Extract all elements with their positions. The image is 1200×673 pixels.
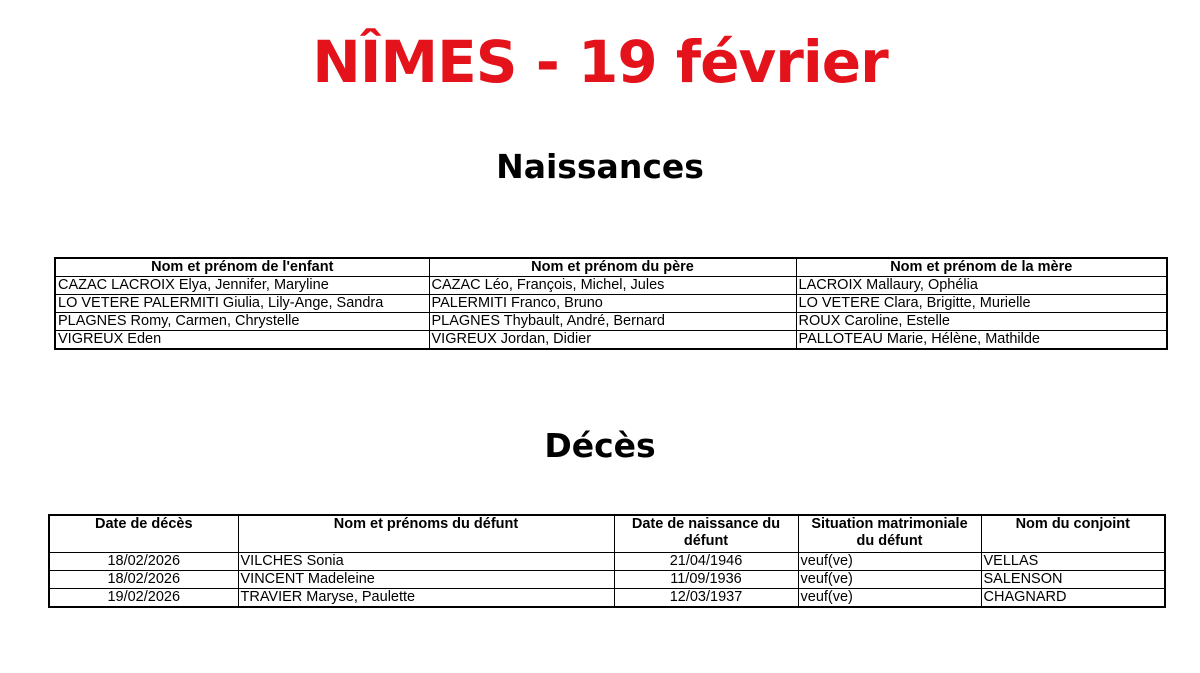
deceased-name-cell: TRAVIER Maryse, Paulette: [238, 589, 614, 608]
column-header: Date de décès: [49, 515, 238, 553]
father-name-cell: PALERMITI Franco, Bruno: [429, 295, 796, 313]
deceased-name-cell: VINCENT Madeleine: [238, 571, 614, 589]
column-header: Date de naissance du défunt: [614, 515, 798, 553]
mother-name-cell: PALLOTEAU Marie, Hélène, Mathilde: [796, 331, 1167, 350]
child-name-cell: LO VETERE PALERMITI Giulia, Lily-Ange, Sandra: [55, 295, 429, 313]
marital-status-cell: veuf(ve): [798, 571, 981, 589]
spouse-name-cell: VELLAS: [981, 553, 1165, 571]
father-name-cell: VIGREUX Jordan, Didier: [429, 331, 796, 350]
page-title: NÎMES - 19 février: [312, 28, 888, 96]
child-name-cell: CAZAC LACROIX Elya, Jennifer, Maryline: [55, 277, 429, 295]
mother-name-cell: LACROIX Mallaury, Ophélia: [796, 277, 1167, 295]
deces-table: [48, 514, 1166, 608]
table-row: [49, 571, 1165, 589]
marital-status-cell: veuf(ve): [798, 589, 981, 608]
death-date-cell: 18/02/2026: [49, 571, 238, 589]
marital-status-cell: veuf(ve): [798, 553, 981, 571]
table-header-row: [55, 258, 1167, 277]
column-header: Nom et prénoms du défunt: [238, 515, 614, 553]
father-name-cell: CAZAC Léo, François, Michel, Jules: [429, 277, 796, 295]
column-header: Nom du conjoint: [981, 515, 1165, 553]
table-row: [55, 277, 1167, 295]
table-row: [49, 553, 1165, 571]
deceased-name-cell: VILCHES Sonia: [238, 553, 614, 571]
father-name-cell: PLAGNES Thybault, André, Bernard: [429, 313, 796, 331]
death-date-cell: 18/02/2026: [49, 553, 238, 571]
naissances-heading: Naissances: [496, 147, 704, 186]
birth-date-cell: 21/04/1946: [614, 553, 798, 571]
death-date-cell: 19/02/2026: [49, 589, 238, 608]
table-header-row: [49, 515, 1165, 553]
child-name-cell: PLAGNES Romy, Carmen, Chrystelle: [55, 313, 429, 331]
naissances-table: [54, 257, 1168, 350]
child-name-cell: VIGREUX Eden: [55, 331, 429, 350]
table-row: [55, 295, 1167, 313]
mother-name-cell: LO VETERE Clara, Brigitte, Murielle: [796, 295, 1167, 313]
column-header: Nom et prénom de la mère: [796, 258, 1167, 277]
spouse-name-cell: SALENSON: [981, 571, 1165, 589]
birth-date-cell: 12/03/1937: [614, 589, 798, 608]
table-row: [49, 589, 1165, 608]
mother-name-cell: ROUX Caroline, Estelle: [796, 313, 1167, 331]
column-header: Nom et prénom du père: [429, 258, 796, 277]
deces-heading: Décès: [544, 426, 656, 465]
table-row: [55, 313, 1167, 331]
column-header: Nom et prénom de l'enfant: [55, 258, 429, 277]
column-header: Situation matrimoniale du défunt: [798, 515, 981, 553]
birth-date-cell: 11/09/1936: [614, 571, 798, 589]
table-row: [55, 331, 1167, 350]
spouse-name-cell: CHAGNARD: [981, 589, 1165, 608]
